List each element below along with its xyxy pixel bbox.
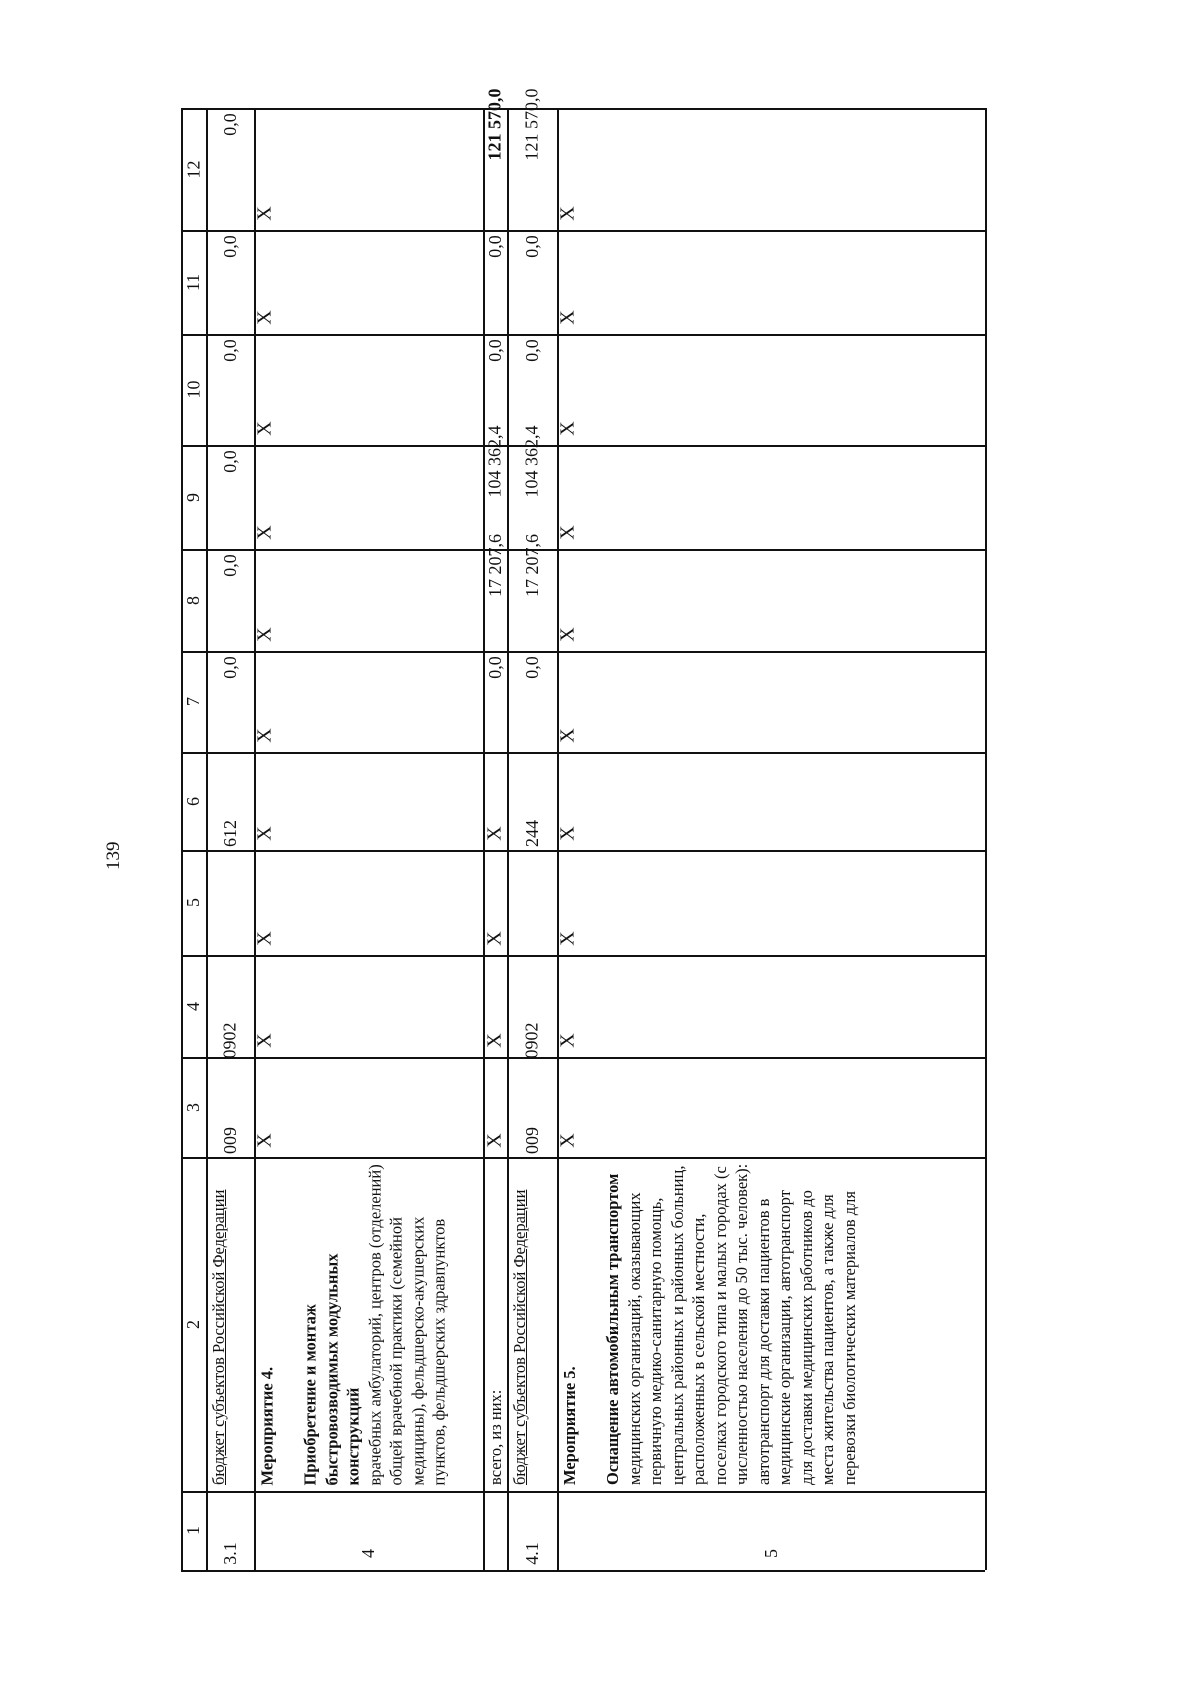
- cell-c4-text: 0902: [219, 1022, 240, 1059]
- cell-c3: [483, 1057, 507, 1157]
- cell-c9-text: 104 362,4: [484, 425, 505, 498]
- cell-c9-text: X: [253, 525, 276, 540]
- cell-c5-text: X: [556, 931, 579, 946]
- row-description: [557, 1157, 985, 1491]
- cell-c12: [483, 88, 507, 230]
- cell-c7: [557, 651, 985, 752]
- cell-c12: [557, 108, 985, 230]
- cell-c9-text: 104 362,4: [521, 425, 542, 498]
- row-number-text: 4.1: [521, 1542, 542, 1565]
- header-cell-1-text: 1: [183, 1526, 203, 1535]
- header-cell-12: [181, 108, 206, 230]
- row-description: [483, 1157, 507, 1491]
- header-cell-2-text: 2: [183, 1319, 203, 1329]
- cell-c8-text: X: [253, 627, 276, 642]
- header-cell-2: [181, 1157, 206, 1491]
- header-cell-1: [181, 1491, 206, 1570]
- cell-c12-text: 121 570,0: [521, 88, 542, 161]
- cell-c3: [507, 1057, 557, 1157]
- cell-c10-text: 0,0: [521, 339, 542, 362]
- row-border-6: [985, 108, 987, 1570]
- cell-c3-text: 009: [521, 1127, 542, 1154]
- cell-c9: [507, 425, 557, 549]
- cell-c8-text: 17 207,6: [521, 534, 542, 597]
- cell-c6: [254, 752, 483, 850]
- cell-c3-text: X: [483, 1133, 506, 1148]
- cell-c6: [206, 752, 254, 850]
- cell-c4-text: X: [483, 1033, 506, 1048]
- cell-c9-text: 0,0: [219, 450, 240, 473]
- cell-c5: [557, 850, 985, 955]
- header-cell-8: [181, 549, 206, 651]
- cell-c4: [557, 955, 985, 1057]
- header-cell-3-text: 3: [183, 1102, 203, 1112]
- cell-c9: [254, 445, 483, 549]
- measure-title: Мероприятие 4.: [257, 1366, 276, 1485]
- col-border-0: [181, 1570, 985, 1572]
- header-cell-5-text: 5: [183, 898, 203, 907]
- row-number: [557, 1491, 985, 1570]
- header-cell-7: [181, 651, 206, 752]
- cell-c6: [483, 752, 507, 850]
- cell-c6-text: X: [253, 826, 276, 841]
- cell-c10: [483, 334, 507, 445]
- cell-c12-text: X: [556, 206, 579, 221]
- cell-c5: [483, 850, 507, 955]
- cell-c11-text: X: [556, 310, 579, 325]
- cell-c11: [483, 230, 507, 334]
- header-cell-10: [181, 334, 206, 445]
- cell-c10-text: 0,0: [484, 339, 505, 362]
- cell-c9: [206, 445, 254, 549]
- cell-c4-text: X: [556, 1033, 579, 1048]
- measure-details: врачебных амбулаторий, центров (отделений) общей врачебной практики (семейной медицины), фельдшерско-акушерских пунктов, фельдшерских здравпунктов: [364, 1163, 448, 1485]
- header-cell-11-text: 11: [183, 273, 203, 291]
- cell-c8: [254, 549, 483, 651]
- row-number-text: 3.1: [219, 1542, 240, 1565]
- cell-c5-text: X: [253, 931, 276, 946]
- row-number: [206, 1491, 254, 1570]
- header-cell-8-text: 8: [183, 595, 203, 605]
- cell-c12-text: 121 570,0: [484, 88, 505, 161]
- cell-c10: [557, 334, 985, 445]
- cell-c7-text: 0,0: [484, 656, 505, 679]
- cell-c6-text: X: [483, 826, 506, 841]
- measure-details: медицинских организаций, оказывающих первичную медико-санитарную помощь, центральных районных и районных больниц, расположенных в сельской местности, поселках городского типа и малых городах (с численностью населения до 50 тыс. человек): автотранспорт для доставки пациентов в медицинские организации, автотранспорт для доставки медицинских работников до места жительства пациентов, а также для перевозки биологических материалов для: [624, 1163, 859, 1485]
- cell-c7: [507, 651, 557, 752]
- header-cell-9: [181, 445, 206, 549]
- cell-c12-text: 0,0: [219, 113, 240, 136]
- cell-c11: [507, 230, 557, 334]
- cell-c4: [254, 955, 483, 1057]
- header-cell-6: [181, 752, 206, 850]
- cell-c11: [557, 230, 985, 334]
- cell-c12: [507, 88, 557, 230]
- header-cell-5: [181, 850, 206, 955]
- cell-c3: [254, 1057, 483, 1157]
- cell-c6-text: 612: [219, 820, 240, 847]
- cell-c12-text: X: [253, 206, 276, 221]
- row-number-text: 4: [358, 1549, 378, 1558]
- cell-c4: [507, 955, 557, 1057]
- cell-c7-text: X: [253, 728, 276, 743]
- cell-c11-text: 0,0: [484, 235, 505, 258]
- cell-c7-text: 0,0: [219, 656, 240, 679]
- page-number: 139: [103, 841, 124, 870]
- cell-c11: [206, 230, 254, 334]
- description-text: бюджет субъектов Российской Федерации: [510, 1189, 529, 1485]
- cell-c4: [483, 955, 507, 1057]
- cell-c7-text: X: [556, 728, 579, 743]
- cell-c4-text: 0902: [521, 1022, 542, 1059]
- header-cell-7-text: 7: [183, 697, 203, 706]
- cell-c7-text: 0,0: [521, 656, 542, 679]
- cell-c3: [206, 1057, 254, 1157]
- cell-c10: [507, 334, 557, 445]
- header-cell-11: [181, 230, 206, 334]
- cell-c10: [254, 334, 483, 445]
- measure-name: Приобретение и монтаж быстровозводимых модульных конструкций: [300, 1253, 362, 1485]
- cell-c7: [483, 651, 507, 752]
- header-cell-6-text: 6: [183, 796, 203, 806]
- row-number: [507, 1491, 557, 1570]
- cell-c6: [507, 752, 557, 850]
- cell-c8: [507, 534, 557, 651]
- cell-c7: [206, 651, 254, 752]
- cell-c3-text: X: [556, 1133, 579, 1148]
- header-cell-4-text: 4: [183, 1001, 203, 1011]
- cell-c8-text: 0,0: [219, 554, 240, 577]
- measure-title: Мероприятие 5.: [560, 1366, 579, 1485]
- header-cell-4: [181, 955, 206, 1057]
- cell-c6-text: 244: [521, 820, 542, 847]
- row-number-text: 5: [760, 1549, 781, 1558]
- cell-c10-text: X: [253, 421, 276, 436]
- cell-c9: [483, 425, 507, 549]
- cell-c12: [206, 108, 254, 230]
- cell-c6-text: X: [556, 826, 579, 841]
- header-cell-9-text: 9: [183, 492, 203, 502]
- cell-c4: [206, 955, 254, 1057]
- row-description: [254, 1157, 483, 1491]
- cell-c10: [206, 334, 254, 445]
- cell-c11: [254, 230, 483, 334]
- cell-c3-text: 009: [219, 1127, 240, 1154]
- row-description: [206, 1157, 254, 1491]
- row-number: [254, 1491, 483, 1570]
- cell-c12: [254, 108, 483, 230]
- cell-c9-text: X: [556, 525, 579, 540]
- cell-c5: [254, 850, 483, 955]
- cell-c3-text: X: [253, 1133, 276, 1148]
- header-cell-12-text: 12: [183, 160, 203, 178]
- cell-c7: [254, 651, 483, 752]
- header-cell-3: [181, 1057, 206, 1157]
- cell-c9: [557, 445, 985, 549]
- description-text: бюджет субъектов Российской Федерации: [209, 1189, 228, 1485]
- cell-c11-text: X: [253, 310, 276, 325]
- cell-c8-text: X: [556, 627, 579, 642]
- cell-c6: [557, 752, 985, 850]
- cell-c10-text: 0,0: [219, 339, 240, 362]
- cell-c8: [557, 549, 985, 651]
- cell-c5-text: X: [483, 931, 506, 946]
- cell-c10-text: X: [556, 421, 579, 436]
- cell-c3: [557, 1057, 985, 1157]
- cell-c4-text: X: [253, 1033, 276, 1048]
- header-cell-10-text: 10: [183, 380, 203, 399]
- measure-name: Оснащение автомобильным транспортом: [603, 1173, 622, 1485]
- cell-c8: [483, 534, 507, 651]
- cell-c8: [206, 549, 254, 651]
- cell-c11-text: 0,0: [219, 235, 240, 258]
- description-text: всего, из них:: [486, 1389, 505, 1485]
- cell-c11-text: 0,0: [521, 235, 542, 258]
- cell-c8-text: 17 207,6: [484, 534, 505, 597]
- row-description: [507, 1157, 557, 1491]
